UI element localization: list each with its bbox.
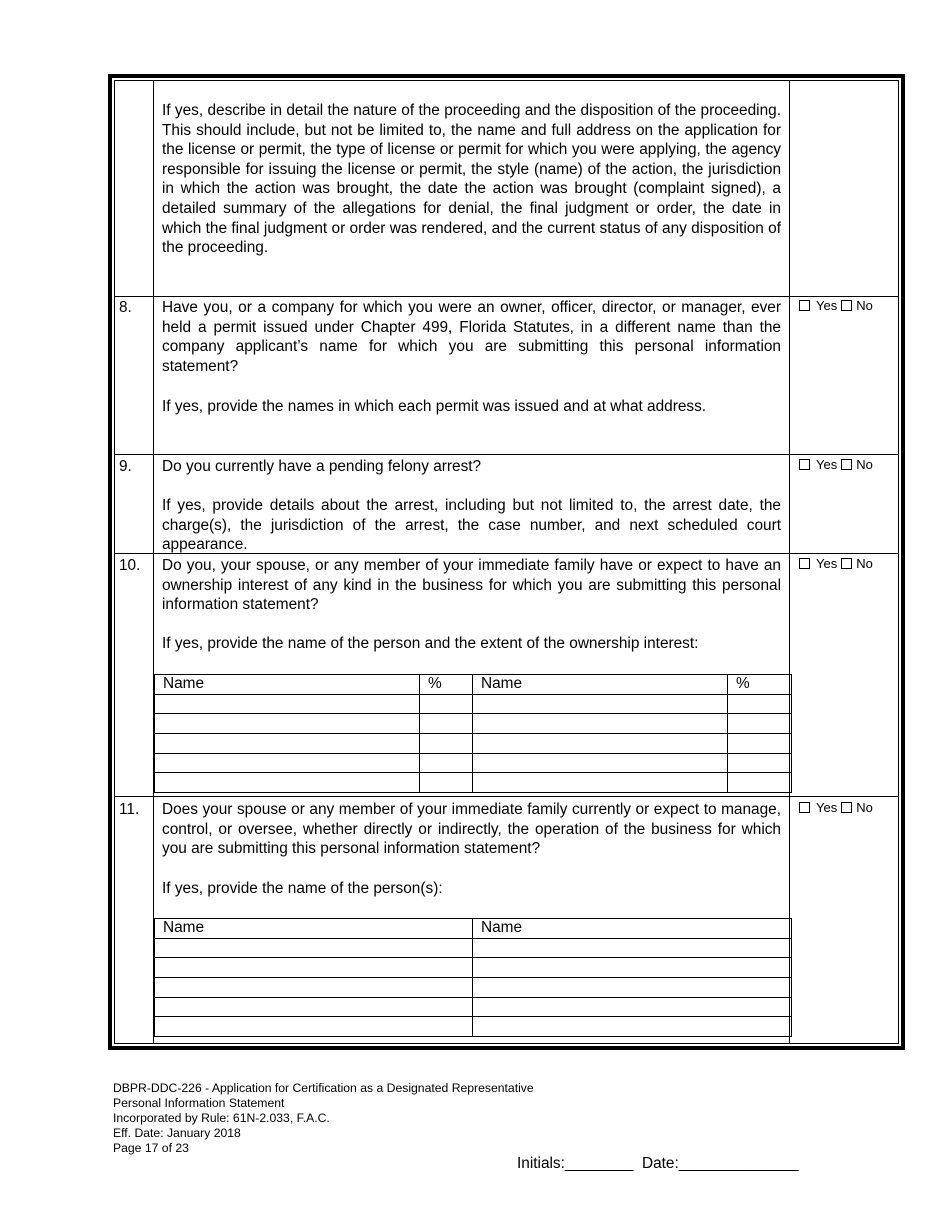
q9-question: Do you currently have a pending felony arrest? — [162, 458, 482, 475]
input-cell[interactable] — [155, 1017, 473, 1037]
q11-table-header-row — [155, 919, 792, 939]
q7-detail-text: If yes, describe in detail the nature of the proceeding and the disposition of the proceeding. This should include, but not be limited to, the name and full address on the application for the license or permit, the type of license or permit for which you were applying, the agency responsible for issuing the license or permit, the style (name) of the action, the jurisdiction in which the action was brought, the date the action was brought (complaint signed), a detailed summary of the allegations for denial, the final judgment or order, the date in which the final judgment or order was rendered, and the current status of any disposition of the proceeding. — [162, 102, 781, 257]
q9-no-label: No — [856, 457, 873, 472]
input-cell[interactable] — [473, 773, 728, 793]
input-cell[interactable] — [155, 773, 420, 793]
input-cell[interactable] — [155, 734, 420, 754]
q11-header-name-1: Name — [155, 919, 473, 939]
input-cell[interactable] — [155, 938, 473, 958]
input-cell[interactable] — [420, 734, 473, 754]
q8-followup: If yes, provide the names in which each permit was issued and at what address. — [162, 398, 707, 415]
q10-header-percent-2: % — [728, 675, 792, 695]
table-row — [155, 753, 792, 773]
q10-followup: If yes, provide the name of the person and the extent of the ownership interest: — [162, 635, 699, 652]
date-field[interactable]: Date:______________ — [641, 1155, 799, 1172]
input-cell[interactable] — [155, 997, 473, 1017]
footer-page-number: Page 17 of 23 — [113, 1141, 189, 1155]
input-cell[interactable] — [155, 958, 473, 978]
q8-yes-label: Yes — [816, 298, 838, 313]
initials-date-line — [517, 1155, 799, 1173]
q8-no-label: No — [856, 298, 873, 313]
input-cell[interactable] — [473, 997, 792, 1017]
table-row — [155, 714, 792, 734]
input-cell[interactable] — [473, 753, 728, 773]
row-divider-q9 — [115, 454, 898, 455]
q10-header-name-1: Name — [155, 675, 420, 695]
q9-yes-label: Yes — [816, 457, 838, 472]
q11-question: Does your spouse or any member of your immediate family currently or expect to manage, control, or oversee, whether directly or indirectly, the operation of the business for which you are submitting this personal information statement? — [162, 801, 781, 858]
footer-statement-title: Personal Information Statement — [113, 1096, 285, 1110]
input-cell[interactable] — [473, 734, 728, 754]
input-cell[interactable] — [155, 753, 420, 773]
table-row — [155, 938, 792, 958]
input-cell[interactable] — [155, 694, 420, 714]
q11-yes-label: Yes — [816, 800, 838, 815]
q10-yes-no — [799, 556, 873, 572]
q11-no-checkbox[interactable] — [841, 802, 852, 813]
page-footer — [113, 1081, 534, 1156]
q8-question: Have you, or a company for which you were an owner, officer, director, or manager, ever held a permit issued under Chapter 499, Florida Statutes, in a different name than the company applicant’s name for which you are submitting this personal information statement? — [162, 299, 781, 375]
footer-eff-date: Eff. Date: January 2018 — [113, 1126, 241, 1140]
table-row — [155, 958, 792, 978]
q8-yes-no — [799, 298, 873, 314]
q8-number: 8. — [119, 299, 132, 316]
q10-no-checkbox[interactable] — [841, 558, 852, 569]
q10-header-percent-1: % — [420, 675, 473, 695]
input-cell[interactable] — [473, 978, 792, 998]
input-cell[interactable] — [728, 694, 792, 714]
q11-yes-no — [799, 800, 873, 816]
table-row — [155, 1017, 792, 1037]
footer-form-id: DBPR-DDC-226 - Application for Certification as a Designated Representative — [113, 1081, 534, 1095]
q10-question: Do you, your spouse, or any member of your immediate family have or expect to have an ownership interest of any kind in the business for which you are submitting this personal information statement? — [162, 557, 781, 614]
q9-number: 9. — [119, 458, 132, 475]
q11-yes-checkbox[interactable] — [799, 802, 810, 813]
q11-no-label: No — [856, 800, 873, 815]
table-row — [155, 734, 792, 754]
q10-ownership-table — [154, 674, 792, 793]
input-cell[interactable] — [420, 714, 473, 734]
table-row — [155, 694, 792, 714]
input-cell[interactable] — [473, 714, 728, 734]
footer-rule: Incorporated by Rule: 61N-2.033, F.A.C. — [113, 1111, 330, 1125]
input-cell[interactable] — [473, 694, 728, 714]
answer-column-divider — [789, 81, 790, 1043]
input-cell[interactable] — [728, 714, 792, 734]
q10-table-header-row — [155, 675, 792, 695]
q11-followup: If yes, provide the name of the person(s): — [162, 880, 443, 897]
q10-yes-checkbox[interactable] — [799, 558, 810, 569]
row-divider-q8 — [115, 296, 898, 297]
q9-followup: If yes, provide details about the arrest, including but not limited to, the arrest date, the charge(s), the jurisdiction of the arrest, the case number, and next scheduled court appearance. — [162, 497, 781, 554]
initials-field[interactable]: Initials:________ — [517, 1155, 634, 1172]
input-cell[interactable] — [728, 753, 792, 773]
q10-number: 10. — [119, 557, 141, 574]
table-row — [155, 997, 792, 1017]
input-cell[interactable] — [420, 773, 473, 793]
q8-no-checkbox[interactable] — [841, 300, 852, 311]
number-column-divider — [153, 81, 154, 1043]
row-divider-q11 — [115, 796, 898, 797]
q8-yes-checkbox[interactable] — [799, 300, 810, 311]
input-cell[interactable] — [420, 694, 473, 714]
input-cell[interactable] — [473, 938, 792, 958]
input-cell[interactable] — [728, 734, 792, 754]
input-cell[interactable] — [473, 958, 792, 978]
q10-header-name-2: Name — [473, 675, 728, 695]
q11-header-name-2: Name — [473, 919, 792, 939]
q9-no-checkbox[interactable] — [841, 459, 852, 470]
table-row — [155, 773, 792, 793]
q11-number: 11. — [119, 801, 140, 818]
input-cell[interactable] — [420, 753, 473, 773]
table-row — [155, 978, 792, 998]
q10-no-label: No — [856, 556, 873, 571]
q11-persons-table — [154, 918, 792, 1037]
input-cell[interactable] — [155, 714, 420, 734]
q9-yes-checkbox[interactable] — [799, 459, 810, 470]
input-cell[interactable] — [155, 978, 473, 998]
input-cell[interactable] — [473, 1017, 792, 1037]
q9-yes-no — [799, 457, 873, 473]
q10-yes-label: Yes — [816, 556, 838, 571]
input-cell[interactable] — [728, 773, 792, 793]
